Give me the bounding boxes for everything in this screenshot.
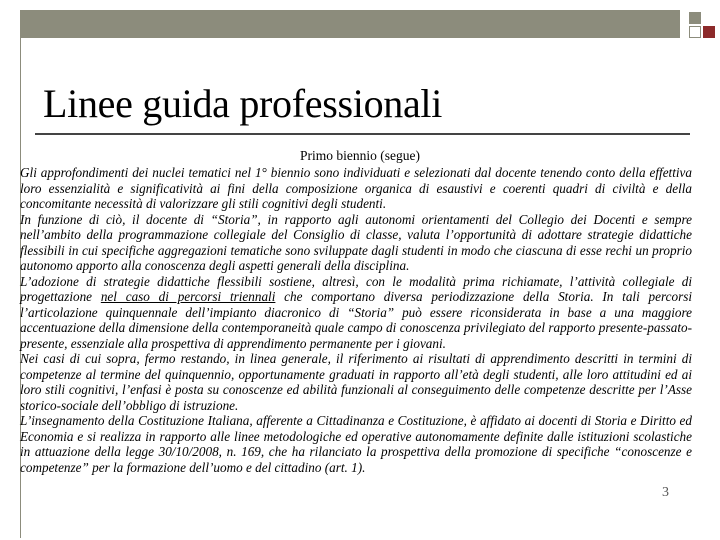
paragraph-strategie-end: che comportano diversa periodizzazione della Storia. In tali percorsi l’articolazione quinquennale dell’impianto diacronico di “Storia” può essere riconsiderata in base a una maggiore accentuazione della dimensione della contemporaneità quale campo di conoscenza privilegiato del rapporto presente-passato-presente, essenziale alla prospettiva di apprendimento permanente per i giovani. xyxy=(20,289,692,351)
paragraph-strategie-start: L’adozione di strategie didattiche flessibili sostiene, altresì, con le modalità prima richiamate, l’attività collegiale di progettazione xyxy=(20,273,692,304)
decor-square-filled xyxy=(689,12,701,24)
top-decorative-bar xyxy=(20,10,680,38)
paragraph-strategie xyxy=(20,274,692,352)
slide-subtitle: Primo biennio (segue) xyxy=(300,148,420,163)
paragraph-costituzione: L’insegnamento della Costituzione Italiana, afferente a Cittadinanza e Costituzione, è affidato ai docenti di Storia e Diritto ed Economia e si realizza in rapporto alle linee metodologiche ed operative autonomamente definite dalle istituzioni scolastiche in attuazione della legge 30/10/2008, n. 169, che ha rilanciato la prospettiva della promozione di specifiche “conoscenze e competenze” per la formazione dell’uomo e del cittadino (art. 1). xyxy=(20,413,692,475)
paragraph-casi: Nei casi di cui sopra, fermo restando, in linea generale, il riferimento ai risultati di apprendimento descritti in termini di competenze al termine del quinquennio, opportunamente graduati in rapporto all’età degli studenti, alle loro attitudini ed ai loro stili cognitivi, l’enfasi è posta su conoscenze ed abilità funzionali al conseguimento delle competenze descritte per l’Asse storico-sociale dell’obbligo di istruzione. xyxy=(20,351,692,413)
title-underline xyxy=(35,133,690,135)
page-number: 3 xyxy=(662,485,669,500)
paragraph-funzione: In funzione di ciò, il docente di “Storia”, in rapporto agli autonomi orientamenti del Collegio dei Docenti e sempre nell’ambito della programmazione collegiale del Consiglio di classe, valuta l’opportunità di adottare strategie didattiche flessibili in cui specifiche aggregazioni tematiche sono sviluppate dagli studenti in modo che ciascuna di esse rechi un proprio autonomo apporto alla conoscenza degli aspetti generali della disciplina. xyxy=(20,211,692,273)
decor-square-accent xyxy=(703,26,715,38)
paragraph-approfondimenti: Gli approfondimenti dei nuclei tematici nel 1° biennio sono individuati e selezionati dal docente tenendo conto della effettiva loro essenzialità e significatività ai fini della composizione organica di esaustivi e coerenti quadri di civiltà e della concomitante necessità di valorizzare gli stili cognitivi degli studenti. xyxy=(20,165,692,211)
slide-body xyxy=(20,165,692,475)
underlined-phrase: nel caso di percorsi triennali xyxy=(100,289,276,304)
decor-square-outline xyxy=(689,26,701,38)
slide-title: Linee guida professionali xyxy=(43,81,443,126)
